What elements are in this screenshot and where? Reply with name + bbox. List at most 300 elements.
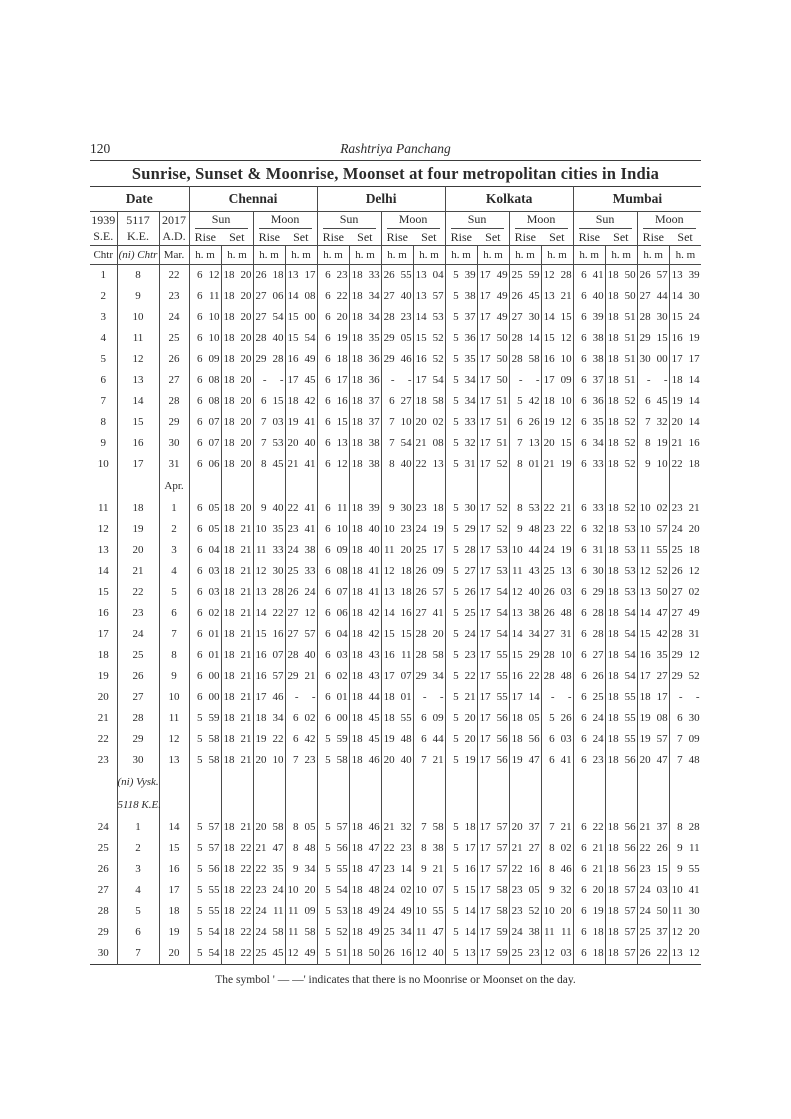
time-cell xyxy=(189,328,221,349)
minute-value: 18 xyxy=(592,947,604,959)
minute-value: 54 xyxy=(496,586,508,598)
time-cell xyxy=(573,561,605,582)
time-cell xyxy=(189,582,221,603)
minute-value: 24 xyxy=(592,712,604,724)
se-cell: 28 xyxy=(97,905,109,917)
minute-value: 14 xyxy=(464,926,476,938)
time-cell xyxy=(221,475,253,498)
minute-value: 10 xyxy=(208,332,220,344)
minute-value: 58 xyxy=(304,926,316,938)
hour-value: 17 xyxy=(479,926,491,938)
time-cell xyxy=(637,645,669,666)
hour-value: 30 xyxy=(639,353,651,365)
hour-value: 18 xyxy=(223,842,235,854)
hour-value: 5 xyxy=(453,311,459,323)
minute-value: 22 xyxy=(656,947,668,959)
time-cell xyxy=(189,307,221,328)
minute-value: 19 xyxy=(336,332,348,344)
hour-value: 6 xyxy=(581,926,587,938)
time-cell xyxy=(541,880,573,901)
hour-value: 6 xyxy=(581,754,587,766)
minute-value: 56 xyxy=(624,821,636,833)
time-cell xyxy=(317,540,349,561)
hour-value: 7 xyxy=(677,754,683,766)
time-cell xyxy=(285,922,317,943)
ad-cell: 8 xyxy=(159,645,189,666)
hour-value: 12 xyxy=(511,586,523,598)
rise-header: Rise xyxy=(445,229,477,246)
minute-value: 59 xyxy=(496,926,508,938)
time-cell xyxy=(317,838,349,859)
minute-value: 21 xyxy=(304,670,316,682)
minute-value: 40 xyxy=(400,290,412,302)
minute-value: 23 xyxy=(592,754,604,766)
unit-hm: h. m xyxy=(541,246,573,265)
time-cell xyxy=(445,391,477,412)
hour-value: 17 xyxy=(479,947,491,959)
minute-value: 26 xyxy=(528,416,540,428)
minute-value: 16 xyxy=(688,437,700,449)
time-cell xyxy=(445,582,477,603)
minute-value: 45 xyxy=(368,733,380,745)
time-cell xyxy=(477,624,509,645)
ke-cell: 24 xyxy=(117,624,159,645)
se-cell: 24 xyxy=(97,821,109,833)
hour-value: 16 xyxy=(255,649,267,661)
time-cell xyxy=(381,498,413,519)
ad-cell: Apr. xyxy=(159,475,189,498)
table-row xyxy=(90,922,701,943)
minute-value: 50 xyxy=(496,374,508,386)
hour-value: 6 xyxy=(581,649,587,661)
time-cell xyxy=(253,708,285,729)
minute-value: 23 xyxy=(528,947,540,959)
time-cell xyxy=(477,922,509,943)
time-cell xyxy=(349,561,381,582)
minute-value: 23 xyxy=(336,269,348,281)
time-cell xyxy=(221,645,253,666)
header-sub-row xyxy=(90,212,701,230)
minute-value: 41 xyxy=(368,586,380,598)
time-cell xyxy=(605,838,637,859)
hour-value: 5 xyxy=(453,544,459,556)
time-cell xyxy=(189,624,221,645)
minute-value: 58 xyxy=(272,821,284,833)
time-cell xyxy=(477,349,509,370)
time-cell xyxy=(605,794,637,817)
ke-era-year: 5117 xyxy=(126,212,150,227)
table-row xyxy=(90,412,701,433)
hour-value: 17 xyxy=(479,437,491,449)
hour-value: 27 xyxy=(415,607,427,619)
ad-cell: 17 xyxy=(159,880,189,901)
hour-value: 18 xyxy=(351,842,363,854)
time-cell xyxy=(637,265,669,287)
time-cell xyxy=(317,880,349,901)
time-cell xyxy=(509,412,541,433)
minute-value: 53 xyxy=(624,586,636,598)
time-cell xyxy=(477,817,509,838)
hour-value: 17 xyxy=(479,290,491,302)
minute-value: 38 xyxy=(592,332,604,344)
hour-value: 19 xyxy=(287,416,299,428)
hour-value: 29 xyxy=(383,332,395,344)
hour-value: 26 xyxy=(255,269,267,281)
minute-value: 46 xyxy=(272,691,284,703)
minute-value: 54 xyxy=(304,332,316,344)
ad-cell: 28 xyxy=(159,391,189,412)
minute-value: 10 xyxy=(656,458,668,470)
hour-value: 5 xyxy=(325,733,331,745)
hour-value: 5 xyxy=(325,947,331,959)
moon-label: Moon xyxy=(259,212,312,229)
time-cell xyxy=(605,454,637,475)
time-cell xyxy=(637,370,669,391)
time-cell xyxy=(573,645,605,666)
time-cell xyxy=(381,901,413,922)
minute-value: 51 xyxy=(496,437,508,449)
time-cell xyxy=(669,750,701,771)
hour-value: 18 xyxy=(223,712,235,724)
city-header-mumbai: Mumbai xyxy=(573,187,701,212)
table-row xyxy=(90,454,701,475)
minute-value: 19 xyxy=(688,332,700,344)
hour-value: 5 xyxy=(453,754,459,766)
table-row xyxy=(90,498,701,519)
time-cell xyxy=(349,687,381,708)
hour-value: 18 xyxy=(607,332,619,344)
hour-value: 17 xyxy=(639,670,651,682)
minute-value: 01 xyxy=(528,458,540,470)
time-cell xyxy=(317,817,349,838)
minute-value: 48 xyxy=(304,842,316,854)
hour-value: 20 xyxy=(383,754,395,766)
date-group-header: Date xyxy=(90,187,189,212)
time-cell xyxy=(637,582,669,603)
unit-hm: h. m xyxy=(573,246,605,265)
minute-value: 51 xyxy=(624,332,636,344)
hour-value: 6 xyxy=(421,712,427,724)
time-cell xyxy=(509,708,541,729)
hour-value: 22 xyxy=(383,842,395,854)
time-cell xyxy=(221,729,253,750)
time-cell xyxy=(349,349,381,370)
minute-value: - xyxy=(407,374,412,386)
time-cell xyxy=(541,859,573,880)
minute-value: 28 xyxy=(592,607,604,619)
minute-value: 05 xyxy=(528,884,540,896)
hour-value: 15 xyxy=(671,311,683,323)
time-cell xyxy=(509,943,541,965)
minute-value: 40 xyxy=(400,458,412,470)
time-cell xyxy=(285,794,317,817)
hour-value: 18 xyxy=(639,691,651,703)
hour-value: 18 xyxy=(223,607,235,619)
minute-value: 03 xyxy=(208,586,220,598)
minute-value: 50 xyxy=(656,586,668,598)
hour-value: 24 xyxy=(639,884,651,896)
hour-value: 18 xyxy=(607,311,619,323)
hour-value: 6 xyxy=(197,670,203,682)
hour-value: 18 xyxy=(223,353,235,365)
minute-value: 34 xyxy=(528,628,540,640)
hour-value: 8 xyxy=(517,458,523,470)
time-cell xyxy=(477,454,509,475)
table-row xyxy=(90,687,701,708)
time-cell xyxy=(253,666,285,687)
hour-value: 18 xyxy=(351,905,363,917)
time-cell xyxy=(381,561,413,582)
minute-value: 11 xyxy=(336,502,348,514)
minute-value: 08 xyxy=(208,395,220,407)
hour-value: 10 xyxy=(671,884,683,896)
ad-cell: 18 xyxy=(159,901,189,922)
time-cell xyxy=(605,666,637,687)
hour-value: 6 xyxy=(421,733,427,745)
hour-value: 6 xyxy=(645,395,651,407)
hour-value: 5 xyxy=(453,863,459,875)
minute-value: 28 xyxy=(688,821,700,833)
hour-value: 18 xyxy=(351,416,363,428)
time-cell xyxy=(541,708,573,729)
minute-value: 11 xyxy=(560,926,572,938)
time-cell xyxy=(189,729,221,750)
time-cell xyxy=(541,687,573,708)
time-cell xyxy=(605,771,637,794)
table-row xyxy=(90,475,701,498)
time-cell xyxy=(381,286,413,307)
hour-value: 18 xyxy=(351,395,363,407)
table-row xyxy=(90,603,701,624)
hour-value: 11 xyxy=(511,565,523,577)
time-cell xyxy=(349,794,381,817)
ke-cell: 20 xyxy=(117,540,159,561)
minute-value: 31 xyxy=(688,628,700,640)
time-cell xyxy=(573,286,605,307)
minute-value: 41 xyxy=(304,502,316,514)
minute-value: 38 xyxy=(432,842,444,854)
hour-value: 18 xyxy=(543,395,555,407)
minute-value: 34 xyxy=(464,395,476,407)
time-cell xyxy=(477,771,509,794)
time-cell xyxy=(221,666,253,687)
ad-cell: 12 xyxy=(159,729,189,750)
time-cell xyxy=(573,794,605,817)
hour-value: 22 xyxy=(255,863,267,875)
time-cell xyxy=(317,645,349,666)
minute-value: 32 xyxy=(464,437,476,449)
time-cell xyxy=(477,265,509,287)
time-cell xyxy=(445,519,477,540)
time-cell xyxy=(637,794,669,817)
footnote: The symbol ' — —' indicates that there is no Moonrise or Moonset on the day. xyxy=(215,974,576,986)
minute-value: 36 xyxy=(368,353,380,365)
hour-value: 13 xyxy=(255,586,267,598)
time-cell xyxy=(669,645,701,666)
minute-value: 19 xyxy=(560,458,572,470)
minute-value: 07 xyxy=(208,437,220,449)
minute-value: 56 xyxy=(208,863,220,875)
hour-value: 6 xyxy=(293,712,299,724)
time-cell xyxy=(445,498,477,519)
minute-value: 51 xyxy=(496,395,508,407)
hour-value: 9 xyxy=(677,842,683,854)
time-cell xyxy=(445,794,477,817)
minute-value: 14 xyxy=(688,395,700,407)
hour-value: 8 xyxy=(421,842,427,854)
time-cell xyxy=(381,687,413,708)
minute-value: 42 xyxy=(656,628,668,640)
time-cell xyxy=(189,687,221,708)
hour-value: 13 xyxy=(383,586,395,598)
hour-value: 17 xyxy=(479,311,491,323)
table-row xyxy=(90,433,701,454)
time-cell xyxy=(317,582,349,603)
minute-value: 00 xyxy=(336,712,348,724)
hour-value: 6 xyxy=(581,947,587,959)
hour-value: 5 xyxy=(325,926,331,938)
minute-value: 36 xyxy=(368,374,380,386)
time-cell xyxy=(477,666,509,687)
time-cell xyxy=(637,412,669,433)
hour-value: 18 xyxy=(351,926,363,938)
minute-value: 47 xyxy=(368,863,380,875)
hour-value: 18 xyxy=(351,821,363,833)
hour-value: 7 xyxy=(261,437,267,449)
minute-value: 37 xyxy=(368,395,380,407)
hour-value: 16 xyxy=(383,649,395,661)
hour-value: 21 xyxy=(543,458,555,470)
hour-value: 6 xyxy=(581,842,587,854)
hour-value: 5 xyxy=(197,821,203,833)
se-cell: 22 xyxy=(97,733,109,745)
hour-value: 12 xyxy=(543,269,555,281)
hour-value: 14 xyxy=(639,607,651,619)
se-cell: 14 xyxy=(97,565,109,577)
minute-value: 21 xyxy=(240,523,252,535)
hour-value: 23 xyxy=(671,502,683,514)
hour-value: 20 xyxy=(287,437,299,449)
hour-value: 28 xyxy=(415,649,427,661)
hour-value: 17 xyxy=(479,712,491,724)
set-header: Set xyxy=(413,229,445,246)
minute-value: 34 xyxy=(272,712,284,724)
time-cell xyxy=(349,943,381,965)
time-cell xyxy=(637,922,669,943)
time-cell xyxy=(605,817,637,838)
hour-value: 5 xyxy=(453,502,459,514)
hour-value: 18 xyxy=(223,821,235,833)
minute-value: 01 xyxy=(208,628,220,640)
hour-value: 25 xyxy=(415,544,427,556)
time-cell xyxy=(509,286,541,307)
time-cell xyxy=(573,475,605,498)
hour-value: 19 xyxy=(255,733,267,745)
hour-value: 28 xyxy=(543,649,555,661)
hour-value: 18 xyxy=(607,649,619,661)
ke-cell: 4 xyxy=(117,880,159,901)
time-cell xyxy=(253,687,285,708)
time-cell xyxy=(189,349,221,370)
minute-value: 10 xyxy=(272,754,284,766)
hour-value: 25 xyxy=(255,947,267,959)
time-cell xyxy=(509,433,541,454)
minute-value: 56 xyxy=(624,842,636,854)
minute-value: 28 xyxy=(560,269,572,281)
ke-cell: 7 xyxy=(117,943,159,965)
hour-value: 18 xyxy=(351,437,363,449)
ke-cell: 9 xyxy=(117,286,159,307)
minute-value: 17 xyxy=(304,269,316,281)
time-cell xyxy=(189,265,221,287)
time-cell xyxy=(573,624,605,645)
time-cell xyxy=(509,561,541,582)
minute-value: 53 xyxy=(624,565,636,577)
minute-value: 55 xyxy=(400,712,412,724)
minute-value: 23 xyxy=(400,842,412,854)
hour-value: 26 xyxy=(415,565,427,577)
hour-value: 17 xyxy=(479,628,491,640)
minute-value: 52 xyxy=(624,395,636,407)
minute-value: 52 xyxy=(624,416,636,428)
time-cell xyxy=(669,859,701,880)
hour-value: 5 xyxy=(453,607,459,619)
se-cell: 18 xyxy=(97,649,109,661)
hour-value: 18 xyxy=(223,586,235,598)
hour-value: 28 xyxy=(511,332,523,344)
rise-header: Rise xyxy=(381,229,413,246)
minute-value: 49 xyxy=(496,269,508,281)
minute-value: 49 xyxy=(368,905,380,917)
minute-value: 20 xyxy=(240,311,252,323)
hour-value: 9 xyxy=(293,863,299,875)
time-cell xyxy=(413,708,445,729)
time-cell xyxy=(317,412,349,433)
time-cell xyxy=(253,540,285,561)
minute-value: 58 xyxy=(528,353,540,365)
minute-value: 23 xyxy=(464,649,476,661)
minute-value: 43 xyxy=(368,670,380,682)
hour-value: 29 xyxy=(287,670,299,682)
hour-value: 18 xyxy=(351,733,363,745)
hour-value: - xyxy=(518,374,523,386)
time-cell xyxy=(669,687,701,708)
table-row xyxy=(90,729,701,750)
minute-value: 02 xyxy=(208,607,220,619)
hour-value: 6 xyxy=(581,290,587,302)
minute-value: 22 xyxy=(272,733,284,745)
hour-value: 25 xyxy=(543,565,555,577)
hour-value: 17 xyxy=(383,670,395,682)
hour-value: 24 xyxy=(383,905,395,917)
minute-value: 22 xyxy=(464,670,476,682)
time-cell xyxy=(573,307,605,328)
time-cell xyxy=(509,582,541,603)
time-cell xyxy=(445,265,477,287)
time-cell xyxy=(605,582,637,603)
hour-value: 27 xyxy=(287,628,299,640)
minute-value: 21 xyxy=(240,712,252,724)
minute-value: - xyxy=(663,374,668,386)
time-cell xyxy=(221,454,253,475)
hour-value: 17 xyxy=(479,607,491,619)
se-cell xyxy=(90,794,117,817)
minute-value: 12 xyxy=(560,332,572,344)
minute-value: 50 xyxy=(624,290,636,302)
minute-value: 15 xyxy=(336,416,348,428)
minute-value: 18 xyxy=(688,458,700,470)
minute-value: 57 xyxy=(496,863,508,875)
